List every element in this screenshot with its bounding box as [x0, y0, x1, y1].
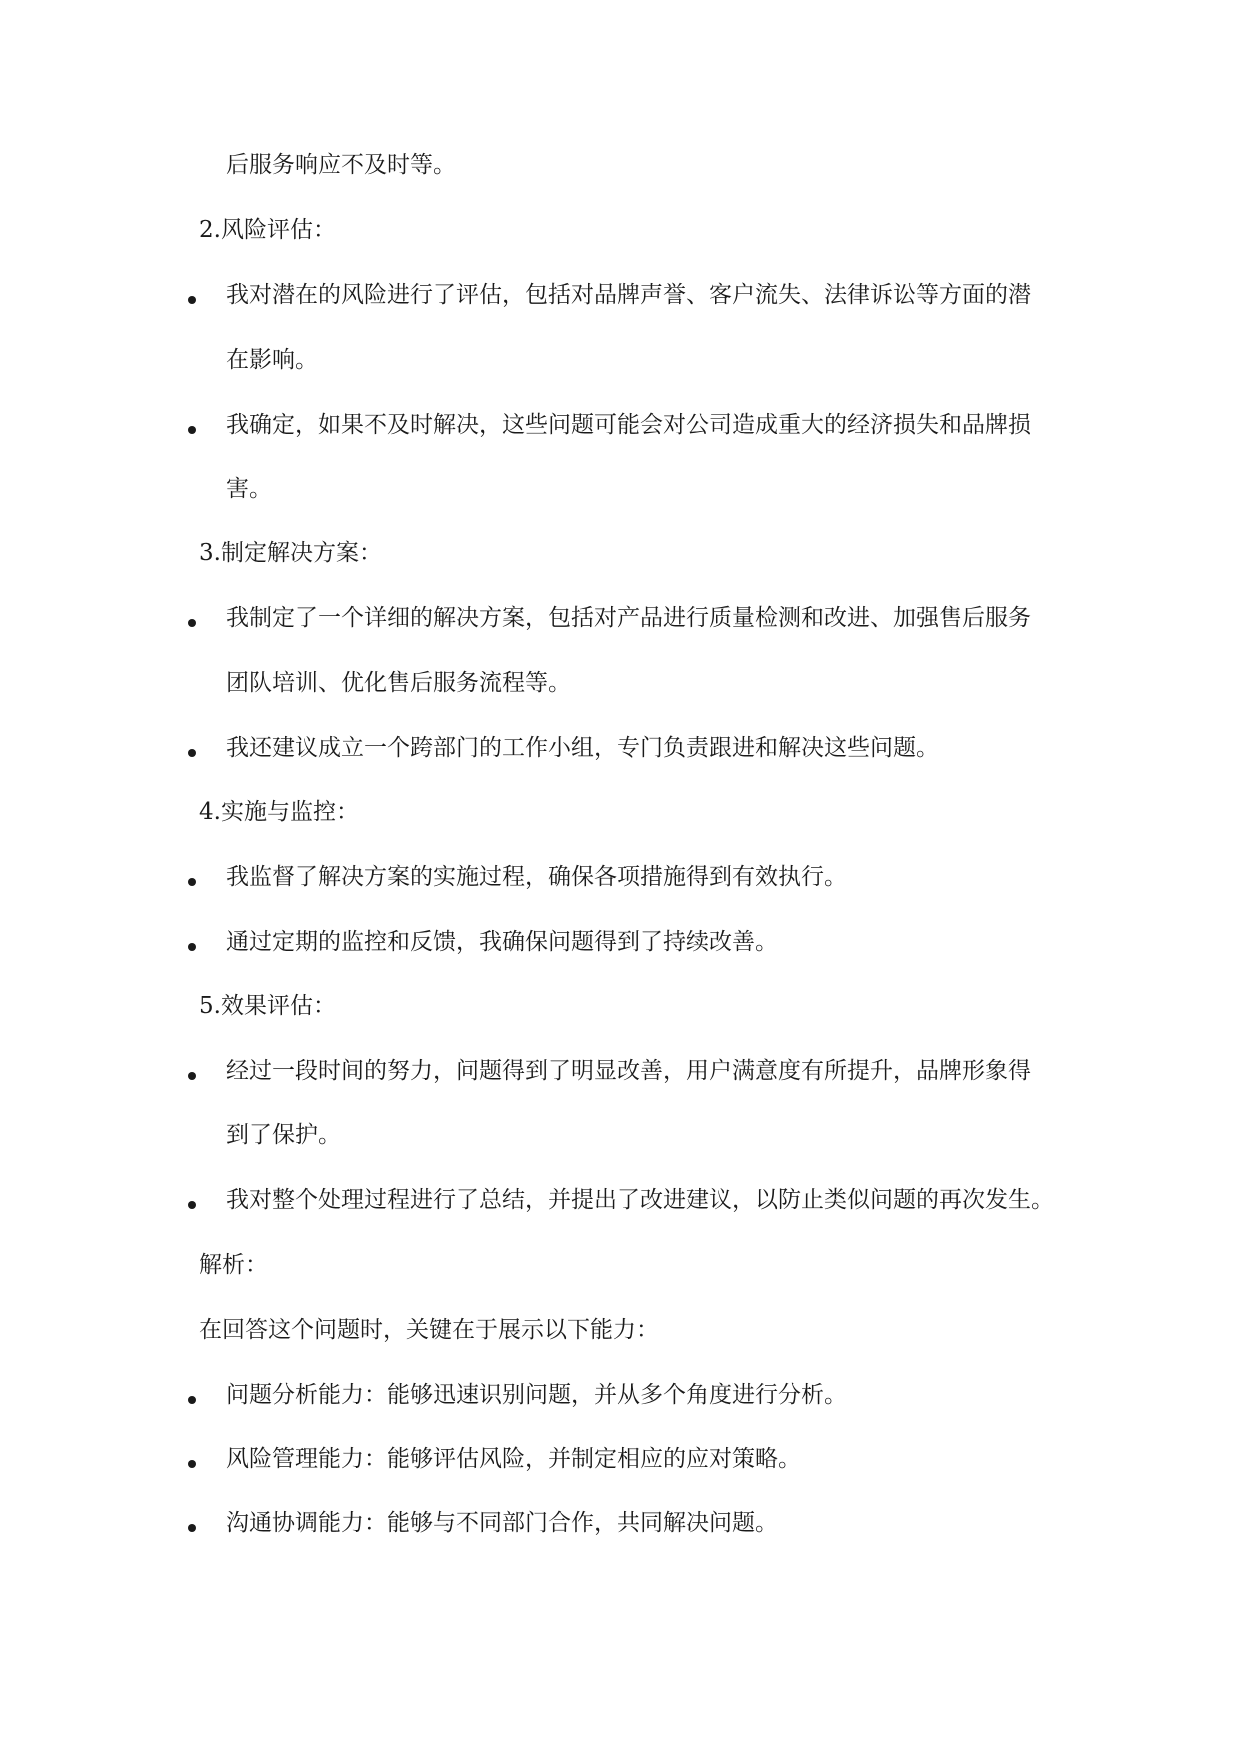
bullet-icon	[188, 878, 196, 886]
bullet-icon	[188, 1460, 196, 1468]
section-heading-risk-assessment: 2.风险评估：	[199, 217, 336, 243]
list-item: 经过一段时间的努力，问题得到了明显改善，用户满意度有所提升，品牌形象得	[226, 1058, 1031, 1084]
section-heading-solution: 3.制定解决方案：	[199, 540, 382, 566]
list-item-continuation: 在影响。	[226, 347, 318, 373]
analysis-heading: 解析：	[199, 1252, 268, 1278]
bullet-icon	[188, 1072, 196, 1080]
list-item-continuation: 害。	[226, 476, 272, 502]
bullet-icon	[188, 296, 196, 304]
list-item: 我对整个处理过程进行了总结，并提出了改进建议，以防止类似问题的再次发生。	[226, 1187, 1054, 1213]
list-item: 我对潜在的风险进行了评估，包括对品牌声誉、客户流失、法律诉讼等方面的潜	[226, 282, 1031, 308]
list-item: 我还建议成立一个跨部门的工作小组，专门负责跟进和解决这些问题。	[226, 735, 939, 761]
list-item: 我制定了一个详细的解决方案，包括对产品进行质量检测和改进、加强售后服务	[226, 605, 1031, 631]
list-item: 风险管理能力：能够评估风险，并制定相应的应对策略。	[226, 1446, 801, 1472]
section-heading-evaluation: 5.效果评估：	[199, 993, 336, 1019]
bullet-icon	[188, 1524, 196, 1532]
section-heading-implementation: 4.实施与监控：	[199, 799, 359, 825]
bullet-icon	[188, 943, 196, 951]
paragraph-continuation: 后服务响应不及时等。	[226, 152, 456, 178]
list-item: 我监督了解决方案的实施过程，确保各项措施得到有效执行。	[226, 864, 847, 890]
list-item: 我确定，如果不及时解决，这些问题可能会对公司造成重大的经济损失和品牌损	[226, 412, 1031, 438]
list-item-continuation: 到了保护。	[226, 1122, 341, 1148]
list-item: 沟通协调能力：能够与不同部门合作，共同解决问题。	[226, 1510, 778, 1536]
bullet-icon	[188, 749, 196, 757]
list-item-continuation: 团队培训、优化售后服务流程等。	[226, 670, 571, 696]
bullet-icon	[188, 1201, 196, 1209]
bullet-icon	[188, 1396, 196, 1404]
list-item: 通过定期的监控和反馈，我确保问题得到了持续改善。	[226, 929, 778, 955]
analysis-intro: 在回答这个问题时，关键在于展示以下能力：	[199, 1317, 659, 1343]
bullet-icon	[188, 619, 196, 627]
list-item: 问题分析能力：能够迅速识别问题，并从多个角度进行分析。	[226, 1382, 847, 1408]
bullet-icon	[188, 426, 196, 434]
